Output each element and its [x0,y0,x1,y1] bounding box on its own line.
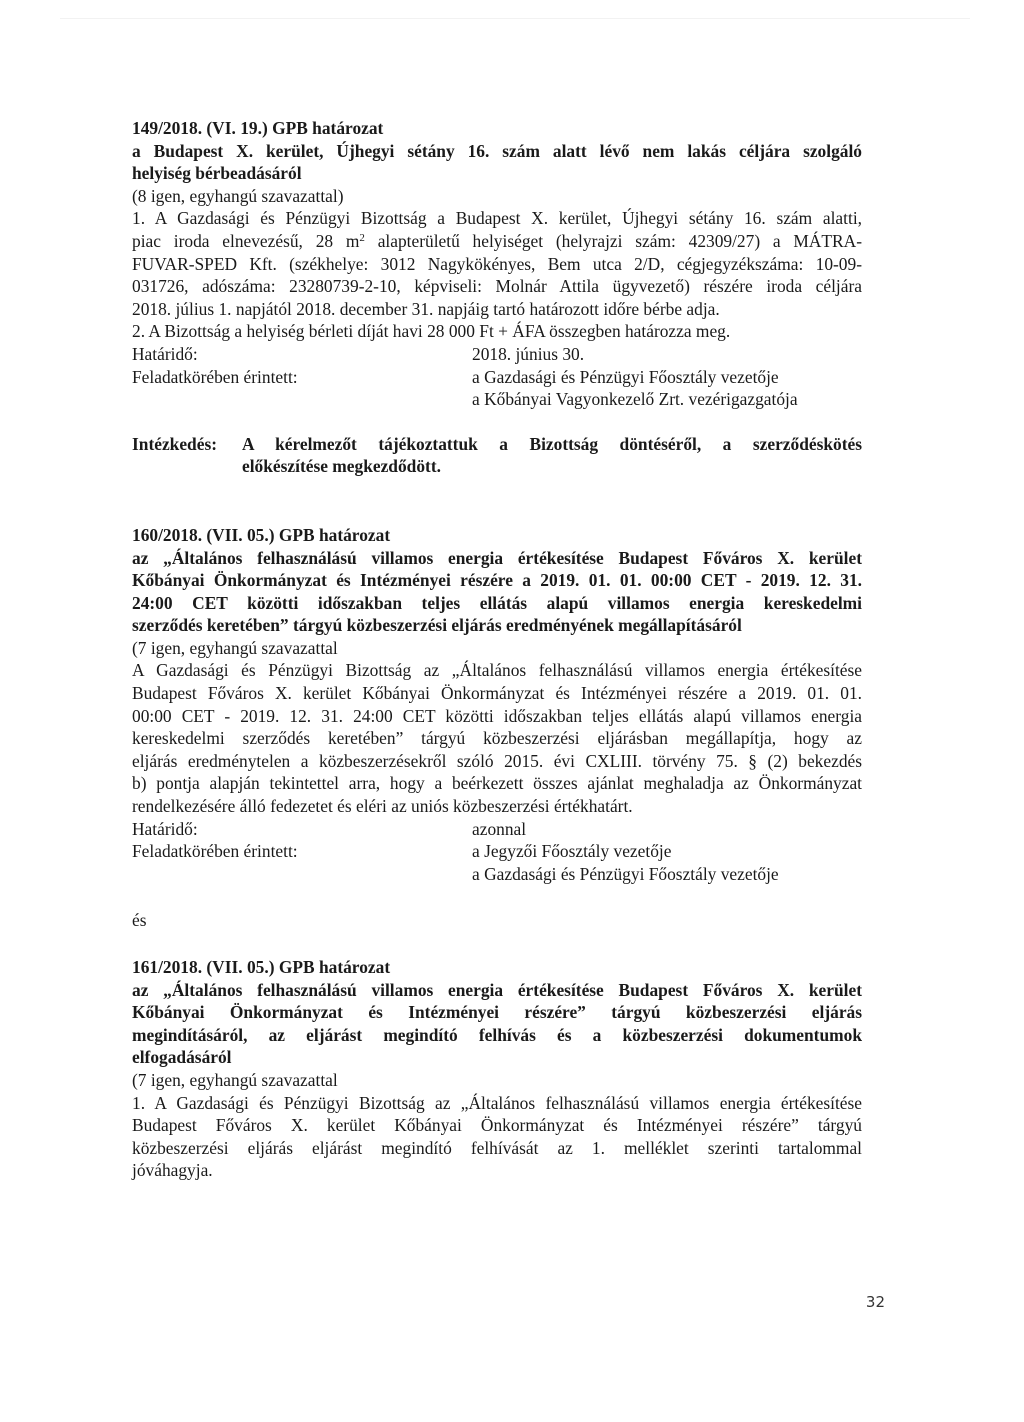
vote-result: (7 igen, egyhangú szavazattal [132,1069,338,1090]
resolution-161 [132,956,862,1182]
paragraph-line: Budapest Főváros X. kerület Kőbányai Önkormányzat és Intézményei részére” tárgyú [132,1115,862,1136]
deadline-row [132,343,862,366]
resolution-subject-line: megindításáról, az eljárást megindító felhívás és a közbeszerzési dokumentumok [132,1024,862,1045]
text-fragment: alapterületű helyiséget (helyrajzi szám: 42309/27) a MÁTRA- [364,230,862,251]
page-number: 32 [865,1293,885,1311]
responsible-row [132,366,862,389]
responsible-value: a Jegyzői Főosztály vezetője [472,841,672,862]
responsible-value: a Kőbányai Vagyonkezelő Zrt. vezérigazgatója [472,389,798,410]
deadline-label: Határidő: [132,343,198,364]
responsible-label: Feladatkörében érintett: [132,366,298,387]
deadline-label: Határidő: [132,818,198,839]
resolution-subject-line: elfogadásáról [132,1047,232,1068]
action-label: Intézkedés: [132,433,218,454]
paragraph-line [132,230,862,253]
paragraph-line: közbeszerzési eljárás eljárást megindító felhívását az 1. melléklet szerinti tartalommal [132,1137,862,1158]
action-text-line: előkészítése megkezdődött. [242,456,441,477]
paragraph-line: 2018. július 1. napjától 2018. december 31. napjáig tartó határozott időre bérbe adja. [132,298,720,319]
resolution-subject-line: az „Általános felhasználású villamos energia értékesítése Budapest Főváros X. kerület [132,979,862,1000]
responsible-value: a Gazdasági és Pénzügyi Főosztály vezetője [472,863,779,884]
action-text [242,433,862,478]
paragraph-line: b) pontja alapján tekintettel arra, hogy a beérkezett összes ajánlat meghaladja az Önkormányzat [132,773,862,794]
resolution-subject-line: az „Általános felhasználású villamos energia értékesítése Budapest Főváros X. kerület [132,547,862,568]
vote-result: (8 igen, egyhangú szavazattal) [132,185,344,206]
text-fragment: piac iroda elnevezésű, 28 m [132,230,360,251]
resolution-160 [132,524,862,886]
deadline-row [132,818,862,841]
resolution-subject-line: a Budapest X. kerület, Újhegyi sétány 16. szám alatt lévő nem lakás céljára szolgáló [132,140,862,161]
resolution-subject-line: 24:00 CET közötti időszakban teljes ellátás alapú villamos energia kereskedelmi [132,592,862,613]
paragraph-line: kereskedelmi szerződés keretében” tárgyú közbeszerzési eljárásban megállapítja, hogy az [132,728,862,749]
paragraph-line: A Gazdasági és Pénzügyi Bizottság az „Általános felhasználású villamos energia értékesítése [132,660,862,681]
resolution-title: 160/2018. (VII. 05.) GPB határozat [132,524,391,545]
resolution-subject-line: Kőbányai Önkormányzat és Intézményei részére” tárgyú közbeszerzési eljárás [132,1002,862,1023]
resolution-title: 161/2018. (VII. 05.) GPB határozat [132,957,391,977]
paragraph-line: eljárás eredménytelen a közbeszerzésekről szóló 2015. évi CXLIII. törvény 75. § (2) bekezdés [132,750,862,771]
paragraph-line: FUVAR-SPED Kft. (székhelye: 3012 Nagykökényes, Bem utca 2/D, cégjegyzékszáma: 10-09- [132,253,862,274]
paragraph-line: 00:00 CET - 2019. 12. 31. 24:00 CET közötti időszakban teljes ellátás alapú villamos energia [132,705,862,726]
deadline-value: azonnal [472,818,527,839]
conjunction-text: és [132,910,147,931]
resolution-title: 149/2018. (VI. 19.) GPB határozat [132,118,384,138]
paragraph-line: 031726, adószáma: 23280739-2-10, képviseli: Molnár Attila ügyvezető) részére iroda céljára [132,276,862,297]
deadline-value: 2018. június 30. [472,343,585,364]
action-text-line: A kérelmezőt tájékoztattuk a Bizottság döntéséről, a szerződéskötés [242,433,862,454]
paragraph-line: Budapest Főváros X. kerület Kőbányai Önkormányzat és Intézményei részére a 2019. 01. 01. [132,683,862,704]
resolution-subject-line: szerződés keretében” tárgyú közbeszerzési eljárás eredményének megállapításáról [132,615,742,636]
responsible-value: a Gazdasági és Pénzügyi Főosztály vezetője [472,366,779,387]
resolution-subject-line: helyiség bérbeadásáról [132,163,302,184]
paragraph-line: 1. A Gazdasági és Pénzügyi Bizottság az „Általános felhasználású villamos energia értékesítése [132,1092,862,1113]
superscript: 2 [359,231,365,244]
document-body [132,117,862,1182]
paragraph-line: rendelkezésére álló fedezetet és eléri az uniós közbeszerzési értékhatárt. [132,796,633,817]
responsible-label: Feladatkörében érintett: [132,841,298,862]
scan-artifact-line [60,18,970,19]
paragraph-line: 1. A Gazdasági és Pénzügyi Bizottság a Budapest X. kerület, Újhegyi sétány 16. szám alatti, [132,208,862,229]
paragraph-line: 2. A Bizottság a helyiség bérleti díját havi 28 000 Ft + ÁFA összegben határozza meg. [132,321,731,342]
paragraph-line: jóváhagyja. [132,1160,213,1181]
action-note [132,433,862,478]
resolution-149 [132,117,862,478]
resolution-subject-line: Kőbányai Önkormányzat és Intézményei részére a 2019. 01. 01. 00:00 CET - 2019. 12. 31. [132,570,862,591]
vote-result: (7 igen, egyhangú szavazattal [132,637,338,658]
responsible-row [132,840,862,863]
